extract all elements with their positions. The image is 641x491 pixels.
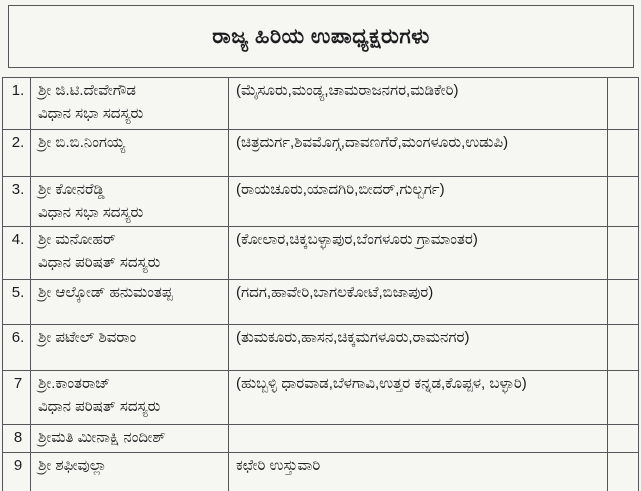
row-number: 7 xyxy=(3,371,31,425)
vice-presidents-table xyxy=(2,77,639,491)
document-title-box xyxy=(8,5,634,68)
empty-cell xyxy=(608,227,639,280)
districts-cell xyxy=(229,425,608,453)
member-role: ವಿಧಾನ ಪರಿಷತ್ ಸದಸ್ಯರು xyxy=(38,253,161,271)
member-name-cell xyxy=(31,78,229,130)
table-row xyxy=(3,371,639,425)
districts-cell: (ಕೋಲಾರ,ಚಿಕ್ಕಬಳ್ಳಾಪುರ,ಬೆಂಗಳೂರು ಗ್ರಾಮಾಂತರ) xyxy=(229,227,608,280)
empty-cell xyxy=(608,78,639,130)
table-row xyxy=(3,325,639,371)
row-number: 9 xyxy=(3,452,31,491)
districts-cell: (ಮೈಸೂರು,ಮಂಡ್ಯ,ಚಾಮರಾಜನಗರ,ಮಡಿಕೇರಿ) xyxy=(229,78,608,130)
row-number: 1. xyxy=(3,78,31,130)
districts-cell: (ತುಮಕೂರು,ಹಾಸನ,ಚಿಕ್ಕಮಗಳೂರು,ರಾಮನಗರ) xyxy=(229,325,608,371)
member-name: ಶ್ರೀ ಕೋನರೆಡ್ಡಿ xyxy=(38,181,105,198)
member-name-cell xyxy=(31,177,229,227)
member-name: ಶ್ರೀ ಮನೋಹರ್ xyxy=(38,231,116,248)
empty-cell xyxy=(608,130,639,177)
member-name-cell xyxy=(31,280,229,325)
row-number: 4. xyxy=(3,227,31,280)
empty-cell xyxy=(608,177,639,227)
member-name: ಶ್ರೀ ಜಿ.ಟಿ.ದೇವೇಗೌಡ xyxy=(38,82,136,99)
districts-cell: (ಹುಬ್ಬಳ್ಳಿ ಧಾರವಾಡ,ಬೆಳಗಾವಿ,ಉತ್ತರ ಕನ್ನಡ,ಕೊಪ್ಪಳ, ಬಳ್ಳಾರಿ) xyxy=(229,371,608,425)
row-number: 5. xyxy=(3,280,31,325)
table-row xyxy=(3,177,639,227)
empty-cell xyxy=(608,325,639,371)
member-name-cell xyxy=(31,425,229,453)
districts-cell: ಕಛೇರಿ ಉಸ್ತುವಾರಿ xyxy=(229,452,608,491)
row-number: 2. xyxy=(3,130,31,177)
member-role: ವಿಧಾನ ಪರಿಷತ್ ಸದಸ್ಯರು xyxy=(38,397,161,415)
empty-cell xyxy=(608,425,639,453)
member-name-cell xyxy=(31,452,229,491)
districts-cell: (ಗದಗ,ಹಾವೇರಿ,ಬಾಗಲಕೋಟೆ,ಬಿಜಾಪುರ) xyxy=(229,280,608,325)
table-row xyxy=(3,452,639,491)
row-number: 6. xyxy=(3,325,31,371)
empty-cell xyxy=(608,452,639,491)
table-row xyxy=(3,130,639,177)
districts-cell: (ಚಿತ್ರದುರ್ಗ,ಶಿವಮೊಗ್ಗ,ದಾವಣಗೆರೆ,ಮಂಗಳೂರು,ಉಡುಪಿ) xyxy=(229,130,608,177)
row-number: 8 xyxy=(3,425,31,453)
member-name: ಶ್ರೀಮತಿ ಮೀನಾಕ್ಷಿ ನಂದೀಶ್ xyxy=(38,429,166,446)
member-role: ವಿಧಾನ ಸಭಾ ಸದಸ್ಯರು xyxy=(38,203,144,221)
table-row xyxy=(3,425,639,453)
row-number: 3. xyxy=(3,177,31,227)
table-row xyxy=(3,227,639,280)
page-title: ರಾಜ್ಯ ಹಿರಿಯ ಉಪಾಧ್ಯಕ್ಷರುಗಳು xyxy=(212,24,430,48)
member-name-cell xyxy=(31,130,229,177)
member-name: ಶ್ರೀ ಶಫೀವುಲ್ಲಾ xyxy=(38,456,107,474)
member-name: ಶ್ರೀ.ಕಾಂತರಾಜ್ xyxy=(38,375,111,392)
member-name-cell xyxy=(31,227,229,280)
member-name-cell xyxy=(31,371,229,425)
member-name: ಶ್ರೀ ಆಲ್ಕೋಡ್ ಹನುಮಂತಪ್ಪ xyxy=(38,284,173,301)
table-row xyxy=(3,280,639,325)
table-row xyxy=(3,78,639,130)
member-name-cell xyxy=(31,325,229,371)
empty-cell xyxy=(608,280,639,325)
districts-cell: (ರಾಯಚೂರು,ಯಾದಗಿರಿ,ಬೀದರ್,ಗುಲ್ಬರ್ಗ) xyxy=(229,177,608,227)
empty-cell xyxy=(608,371,639,425)
member-name: ಶ್ರೀ ಪಟೇಲ್ ಶಿವರಾಂ xyxy=(38,329,137,346)
member-role: ವಿಧಾನ ಸಭಾ ಸದಸ್ಯರು xyxy=(38,104,144,122)
member-name: ಶ್ರೀ ಬಿ.ಬಿ.ನಿಂಗಯ್ಯ xyxy=(38,134,126,151)
